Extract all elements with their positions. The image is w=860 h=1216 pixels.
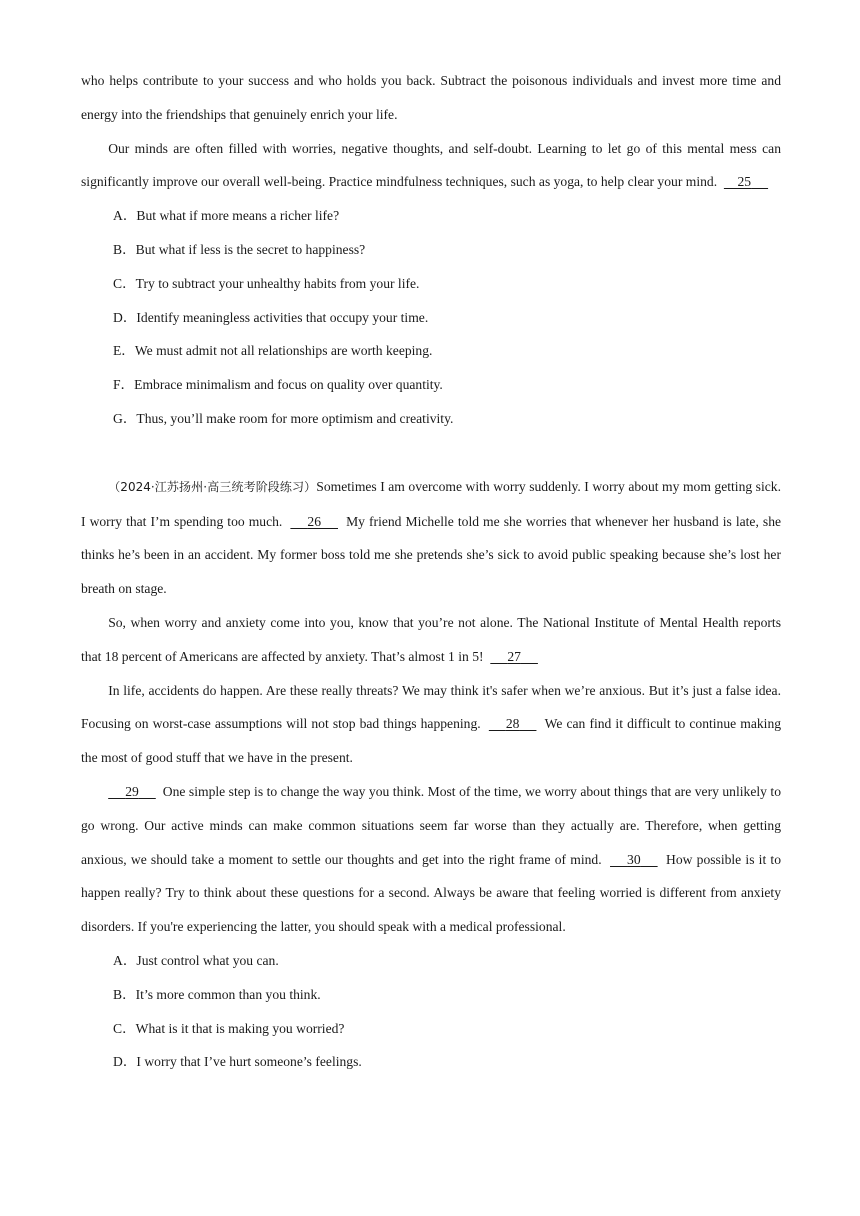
option-f: F．Embrace minimalism and focus on quality over quantity.: [113, 377, 443, 393]
option-c: C．Try to subtract your unhealthy habits from your life.: [113, 275, 420, 291]
paragraph-accidents-text-b: We can find it difficult to continue making the most of good stuff that we have in the present.: [81, 716, 782, 766]
option-2-a: A．Just control what you can.: [113, 952, 279, 968]
blank-27-number: 27: [507, 648, 521, 664]
paragraph-simple-step-text-b: How possible is it to happen really? Try to think about these questions for a second. Always be aware that feeling worried is different from anxiety disorders. If you're experiencing the latter, you should speak with a medical professional.: [81, 851, 782, 935]
paragraph-mind: [81, 132, 781, 200]
paragraph-not-alone: [81, 606, 781, 674]
blank-30: [610, 843, 658, 877]
blank-29: [108, 775, 156, 809]
paragraph-not-alone-text: So, when worry and anxiety come into you, know that you’re not alone. The National Institute of Mental Health reports that 18 percent of Americans are affected by anxiety. That’s almost 1 in 5!: [81, 614, 781, 664]
paragraph-worry-text-b: My friend Michelle told me she worries that whenever her husband is late, she thinks he’s been in an accident. My former boss told me she pretends she’s sick to avoid public speaking because she’s lost her breath on stage.: [81, 513, 782, 597]
blank-26: [290, 505, 338, 539]
blank-28-number: 28: [505, 716, 520, 732]
paragraph-simple-step-text-a: One simple step is to change the way you think. Most of the time, we worry about things that are very unlikely to go wrong. Our active minds can make common situations seem far worse than they actually are. Therefore, when getting anxious, we should take a moment to settle our thoughts and get into the right frame of mind.: [81, 783, 781, 867]
paragraph-worry-text-a: Sometimes I am overcome with worry suddenly. I worry about my mom getting sick. I worry that I’m spending too much.: [81, 478, 781, 529]
paragraph-accidents: [81, 674, 781, 775]
option-g: G．Thus, you’ll make room for more optimism and creativity.: [113, 410, 454, 426]
source-citation: （2024·江苏扬州·高三统考阶段练习）: [108, 479, 317, 494]
blank-25: [724, 165, 768, 199]
paragraph-worry: [81, 470, 781, 606]
option-2-b: B．It’s more common than you think.: [113, 986, 321, 1002]
option-b: B．But what if less is the secret to happiness?: [113, 241, 366, 257]
option-e: E．We must admit not all relationships are worth keeping.: [113, 343, 433, 359]
blank-30-number: 30: [627, 851, 641, 867]
blank-27: [490, 640, 538, 674]
blank-29-number: 29: [125, 783, 139, 799]
paragraph-accidents-text-a: In life, accidents do happen. Are these really threats? We may think it's safer when we’re anxious. But it’s just a false idea. Focusing on worst-case assumptions will not stop bad things happening.: [81, 682, 781, 732]
paragraph-mind-text: Our minds are often filled with worries, negative thoughts, and self-doubt. Learning to let go of this mental mess can significantly improve our overall well-being. Practice mindfulness techniques, such as yoga, to help clear your mind.: [81, 140, 781, 190]
section-spacer: [81, 436, 781, 470]
option-2-d: D．I worry that I’ve hurt someone’s feelings.: [113, 1054, 362, 1070]
option-d: D．Identify meaningless activities that occupy your time.: [113, 309, 429, 325]
paragraph-simple-step: [81, 775, 781, 944]
blank-28: [489, 707, 537, 741]
paragraph-friendships: who helps contribute to your success and who holds you back. Subtract the poisonous individuals and invest more time and energy into the friendships that genuinely enrich your life.: [81, 73, 781, 122]
blank-26-number: 26: [307, 513, 321, 529]
option-a: A．But what if more means a richer life?: [113, 208, 340, 224]
document-page: [81, 64, 781, 1079]
blank-25-number: 25: [737, 174, 752, 190]
option-2-c: C．What is it that is making you worried?: [113, 1020, 345, 1036]
